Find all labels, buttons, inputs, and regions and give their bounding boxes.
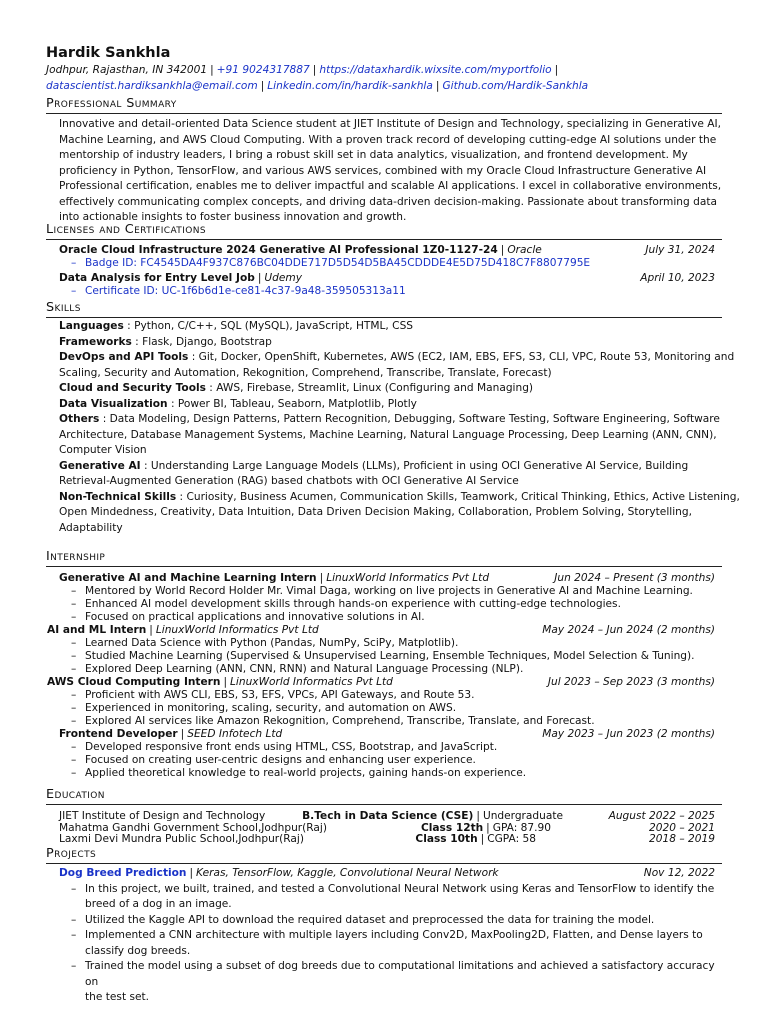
skill-cloud-security [59, 381, 721, 397]
education-entry: JIET Institute of Design and Technology B.Tech in Data Science (CSE) | Undergraduate August 2022 – 2025 [59, 810, 715, 822]
skill-values-cont: Adaptability [59, 521, 123, 534]
education-institution: Mahatma Gandhi Government School,Jodhpur(Raj) [59, 821, 327, 834]
internship-dates: May 2024 – Jun 2024 (2 months) [542, 624, 715, 636]
skill-values-cont: Architecture, Database Management Systems, Machine Learning, Natural Language Processing, Deep Learning (ANN, CNN), [59, 428, 717, 441]
skill-values-cont: Computer Vision [59, 444, 147, 456]
education-detail: CGPA: 58 [487, 833, 536, 845]
skill-values: : Python, C/C++, SQL (MySQL), JavaScript, HTML, CSS [123, 320, 414, 332]
internship-bullet: – Developed responsive front ends using HTML, CSS, Bootstrap, and JavaScript. [71, 741, 721, 754]
cert-title: Data Analysis for Entry Level Job [59, 272, 255, 284]
internship-bullet: – Mentored by World Record Holder Mr. Vimal Daga, working on live projects in Generative AI and Machine Learning. [71, 585, 721, 598]
candidate-name: Hardik Sankhla [46, 45, 171, 61]
skill-data-visualization [59, 397, 721, 413]
education-dates: 2018 – 2019 [649, 833, 715, 845]
internship-bullet: – Learned Data Science with Python (Pandas, NumPy, SciPy, Matplotlib). [71, 637, 721, 650]
education-degree: Class 10th [415, 833, 478, 845]
contact-line-2: datascientist.hardiksankhla@email.com | Linkedin.com/in/hardik-sankhla | Github.com/Hardik-Sankhla [46, 79, 589, 92]
summary-line: into actionable insights to foster business innovation and growth. [59, 211, 407, 223]
skill-others [59, 412, 721, 428]
project-bullet: – In this project, we built, trained, and tested a Convolutional Neural Network using Keras and TensorFlow to identify the breed of a dog in an image. [71, 882, 721, 913]
education-entry: Laxmi Devi Mundra Public School,Jodhpur(Raj) Class 10th | CGPA: 58 2018 – 2019 [59, 833, 715, 845]
project-header: Dog Breed Prediction | Keras, TensorFlow, Kaggle, Convolutional Neural Network Nov 12, 2022 [59, 866, 721, 882]
cert-credential-link[interactable]: – Badge ID: FC4545DA4F937C876BC04DDE717D5D54D5BA45CDDDE4E5D75D418C7F8807795E [71, 257, 721, 270]
github-link[interactable]: Github.com/Hardik-Sankhla [442, 79, 589, 92]
internship-bullet: – Studied Machine Learning (Supervised & Unsupervised Learning, Ensemble Techniques, Model Selection & Tuning). [71, 650, 721, 663]
internship-bullet: – Explored Deep Learning (ANN, CNN, RNN) and Natural Language Processing (NLP). [71, 663, 721, 676]
internship-bullet: – Focused on practical applications and innovative solutions in AI. [71, 611, 721, 624]
summary-line: Innovative and detail-oriented Data Science student at JIET Institute of Design and Technology, specializing in Generative AI, [59, 118, 721, 130]
section-heading-skills: Skills [46, 300, 722, 318]
section-heading-education: Education [46, 787, 722, 805]
skills-list [59, 319, 740, 536]
section-heading-projects: Projects [46, 846, 722, 864]
skill-values: : Power BI, Tableau, Seaborn, Matplotlib, Plotly [167, 397, 417, 410]
internship-entry: AI and ML Intern | LinuxWorld Informatics Pvt Ltd May 2024 – Jun 2024 (2 months) – Learned Data Science with Python (Pandas, NumPy, SciPy, Matplotlib). – Studied Machine Learning (Supervised & Unsupervised Learning, Ensemble Techniques, Model Selection & Tuning). – Explored Deep Learning (ANN, CNN, RNN) and Natural Language Processing (NLP). [47, 624, 721, 676]
summary-line: effectively communicating complex concepts, and driving data-driven decision-making. Passionate about transforming data [59, 195, 717, 208]
skill-values-cont: Retrieval-Augmented Generation (RAG) based chatbots with OCI Generative AI Service [59, 475, 519, 487]
cert-title: Oracle Cloud Infrastructure 2024 Generative AI Professional 1Z0-1127-24 [59, 244, 498, 256]
internship-bullet: – Explored AI services like Amazon Rekognition, Comprehend, Transcribe, Translate, and Forecast. [71, 715, 721, 728]
linkedin-link[interactable]: Linkedin.com/in/hardik-sankhla [267, 79, 433, 92]
project-title-link[interactable]: Dog Breed Prediction [59, 867, 187, 879]
skill-label: Generative AI [59, 459, 141, 472]
skill-values: : Flask, Django, Bootstrap [131, 335, 272, 348]
project-bullet: – Trained the model using a subset of dog breeds due to computational limitations and achieved a satisfactory accuracy on the test set. [71, 959, 721, 1006]
section-heading-licenses: Licenses and Certifications [46, 222, 722, 240]
education-entry: Mahatma Gandhi Government School,Jodhpur(Raj) Class 12th | GPA: 87.90 2020 – 2021 [59, 821, 715, 834]
contact-line-1: Jodhpur, Rajasthan, IN 342001 | +91 9024317887 | https://dataxhardik.wixsite.com/myportfolio | [46, 64, 559, 76]
internship-dates: May 2023 – Jun 2023 (2 months) [542, 728, 715, 740]
internship-company: LinuxWorld Informatics Pvt Ltd [326, 572, 490, 584]
education-dates: August 2022 – 2025 [608, 810, 715, 822]
internship-bullet: – Applied theoretical knowledge to real-world projects, gaining hands-on experience. [71, 767, 721, 780]
contact-info [46, 63, 736, 94]
cert-issuer: Udemy [264, 272, 302, 284]
summary-line: Machine Learning, and AWS Cloud Computing. With a proven track record of developing cutting-edge AI solutions under the [59, 133, 717, 146]
skill-label: Others [59, 413, 100, 425]
education-detail: Undergraduate [482, 810, 563, 822]
project-bullet: – Implemented a CNN architecture with multiple layers including Conv2D, MaxPooling2D, Flatten, and Dense layers to classify dog breeds. [71, 928, 721, 959]
skill-label: Data Visualization [59, 397, 168, 410]
education-degree: B.Tech in Data Science (CSE) [302, 810, 474, 822]
skill-values: : AWS, Firebase, Streamlit, Linux (Configuring and Managing) [205, 382, 534, 394]
skill-values: : Data Modeling, Design Patterns, Pattern Recognition, Debugging, Software Testing, Software Engineering, Software [99, 413, 720, 425]
internship-role: AWS Cloud Computing Intern [47, 676, 221, 688]
internship-company: LinuxWorld Informatics Pvt Ltd [230, 676, 393, 688]
skill-devops [59, 350, 735, 366]
internship-bullet: – Proficient with AWS CLI, EBS, S3, EFS, VPCs, API Gateways, and Route 53. [71, 689, 721, 702]
skill-values: : Understanding Large Language Models (LLMs), Proficient in using OCI Generative AI Service, Building [140, 459, 689, 472]
phone-link[interactable]: +91 9024317887 [216, 64, 310, 76]
internship-list [47, 572, 721, 780]
project-date: Nov 12, 2022 [643, 867, 715, 879]
cert-date: July 31, 2024 [645, 244, 715, 256]
internship-role: Frontend Developer [59, 728, 178, 740]
portfolio-link[interactable]: https://dataxhardik.wixsite.com/myportfolio [319, 64, 552, 76]
skill-languages [59, 319, 721, 335]
skill-frameworks [59, 335, 721, 351]
skill-values-cont: Open Mindedness, Creativity, Data Intuition, Data Driven Decision Making, Collaboration, Problem Solving, Storytelling, [59, 506, 692, 518]
internship-company: LinuxWorld Informatics Pvt Ltd [155, 624, 319, 636]
skill-generative-ai [59, 459, 721, 475]
internship-entry: Generative AI and Machine Learning Intern | LinuxWorld Informatics Pvt Ltd Jun 2024 – Present (3 months) – Mentored by World Record Holder Mr. Vimal Daga, working on live projects in Generative AI and Machine Learning. – Enhanced AI model development skills through hands-on experience with cutting-edge technologies. – Focused on practical applications and innovative solutions in AI. [59, 572, 721, 624]
cert-item: Oracle Cloud Infrastructure 2024 Generative AI Professional 1Z0-1127-24 | Oracle July 31, 2024 [59, 244, 715, 256]
education-degree: Class 12th [420, 821, 484, 834]
internship-bullet: – Enhanced AI model development skills through hands-on experience with cutting-edge technologies. [71, 598, 721, 611]
cert-credential-link[interactable]: – Certificate ID: UC-1f6b6d1e-ce81-4c37-9a48-359505313a11 [71, 285, 721, 298]
project-bullet: – Utilized the Kaggle API to download the required dataset and preprocessed the data for training the model. [71, 913, 721, 929]
education-detail: GPA: 87.90 [492, 821, 551, 834]
summary-line: proficiency in Python, TensorFlow, and various AWS services, combined with my Oracle Cloud Infrastructure Generative AI [59, 164, 707, 177]
cert-date: April 10, 2023 [640, 272, 715, 284]
project-tech: Keras, TensorFlow, Kaggle, Convolutional Neural Network [196, 867, 499, 879]
skill-values: : Git, Docker, OpenShift, Kubernetes, AWS (EC2, IAM, EBS, EFS, S3, CLI, VPC, Route 53, Monitoring and [188, 351, 735, 363]
internship-entry: Frontend Developer | SEED Infotech Ltd May 2023 – Jun 2023 (2 months) – Developed responsive front ends using HTML, CSS, Bootstrap, and JavaScript. – Focused on creating user-centric designs and enhancing user experience. – Applied theoretical knowledge to real-world projects, gaining hands-on experience. [59, 728, 721, 780]
education-institution: Laxmi Devi Mundra Public School,Jodhpur(Raj) [59, 833, 304, 845]
education-list [59, 811, 721, 846]
internship-bullet: – Experienced in monitoring, scaling, security, and automation on AWS. [71, 702, 721, 715]
internship-bullet: – Focused on creating user-centric designs and enhancing user experience. [71, 754, 721, 767]
education-institution: JIET Institute of Design and Technology [59, 810, 266, 822]
skill-label: Languages [59, 320, 124, 332]
projects-list [59, 866, 721, 1006]
summary-line: Professional certification, enables me to deliver impactful and scalable AI applications. I excel in collaborative environments, [59, 180, 722, 192]
email-link[interactable]: datascientist.hardiksankhla@email.com [46, 79, 258, 92]
summary-text [59, 117, 722, 226]
location-text: Jodhpur, Rajasthan, IN 342001 [46, 64, 208, 76]
education-dates: 2020 – 2021 [649, 821, 715, 834]
cert-item: Data Analysis for Entry Level Job | Udemy April 10, 2023 [59, 272, 715, 284]
certifications-list [59, 244, 721, 298]
internship-entry: AWS Cloud Computing Intern | LinuxWorld Informatics Pvt Ltd Jul 2023 – Sep 2023 (3 months) – Proficient with AWS CLI, EBS, S3, EFS, VPCs, API Gateways, and Route 53. – Experienced in monitoring, scaling, security, and automation on AWS. – Explored AI services like Amazon Rekognition, Comprehend, Transcribe, Translate, and Forecast. [47, 676, 721, 728]
internship-dates: Jul 2023 – Sep 2023 (3 months) [547, 676, 715, 688]
skill-label: Non-Technical Skills [59, 490, 177, 503]
skill-non-technical [59, 490, 740, 506]
skill-values-cont: Scaling, Security and Automation, Rekognition, Comprehend, Transcribe, Translate, Forecast) [59, 366, 552, 379]
internship-role: Generative AI and Machine Learning Intern [59, 572, 317, 584]
skill-label: Frameworks [59, 335, 132, 348]
section-heading-internship: Internship [46, 549, 722, 567]
skill-label: Cloud and Security Tools [59, 382, 206, 394]
internship-company: SEED Infotech Ltd [187, 728, 283, 740]
cert-issuer: Oracle [507, 244, 542, 256]
internship-dates: Jun 2024 – Present (3 months) [554, 572, 715, 584]
internship-role: AI and ML Intern [47, 624, 147, 636]
summary-line: mentorship of industry leaders, I bring a robust skill set in data analytics, visualization, and frontend development. My [59, 149, 688, 161]
section-heading-summary: Professional Summary [46, 96, 722, 114]
skill-values: : Curiosity, Business Acumen, Communication Skills, Teamwork, Critical Thinking, Ethics, Active Listening, [176, 490, 740, 503]
skill-label: DevOps and API Tools [59, 351, 189, 363]
